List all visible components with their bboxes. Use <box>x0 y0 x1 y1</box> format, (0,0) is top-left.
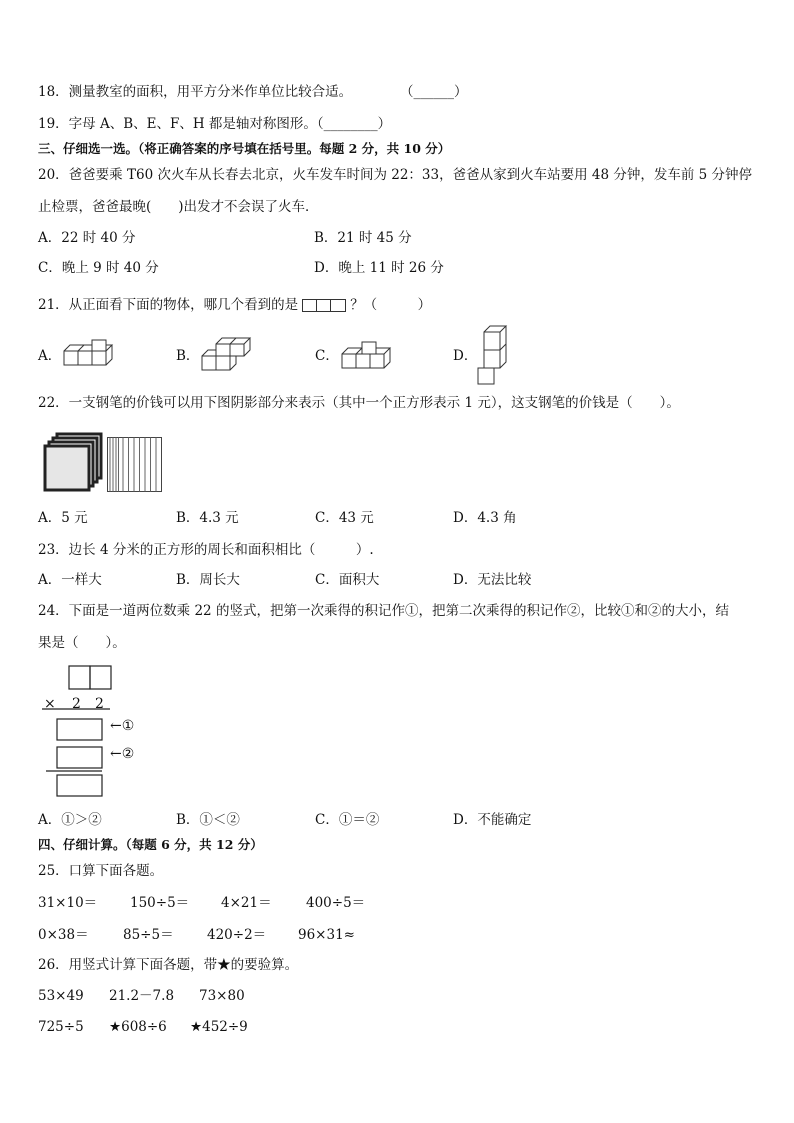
question-23: 23．边长 4 分米的正方形的周长和面积相比（ ）. <box>38 542 374 558</box>
q25-item: 4×21＝ <box>221 895 272 911</box>
q21-text-after: ？（ ） <box>350 297 432 313</box>
tenths-strip-icon <box>107 437 163 493</box>
q24-option-c: C．①＝② <box>315 812 380 828</box>
q18-answer-paren: （______） <box>400 84 468 100</box>
three-square-front-view-icon <box>302 299 346 312</box>
vertical-multiplication-figure <box>40 664 110 800</box>
cube-figure-b-icon <box>200 338 260 374</box>
q21-option-d: D． <box>453 348 478 364</box>
q26-item: ★608÷6 <box>109 1019 167 1035</box>
cube-figure-a-icon <box>62 338 122 374</box>
q20-line1: 20．爸爸要乘 T60 次火车从长春去北京，火车发车时间为 22：33，爸爸从家到火车站要用 48 分钟，发车前 5 分钟停 <box>38 167 753 183</box>
question-26: 26．用竖式计算下面各题，带★的要验算。 <box>38 957 299 973</box>
q26-item: ★452÷9 <box>190 1019 248 1035</box>
q22-option-c: C．43 元 <box>315 510 374 526</box>
q18-text: 18．测量教室的面积，用平方分米作单位比较合适。 <box>38 84 353 100</box>
q20-line2: 止检票，爸爸最晚( )出发才不会误了火车． <box>38 199 319 215</box>
q25-item: 85÷5＝ <box>123 927 174 943</box>
q25-item: 96×31≈ <box>298 927 355 943</box>
product-2-label: ←② <box>110 746 135 762</box>
q26-item: 53×49 <box>38 988 84 1004</box>
q26-item: 21.2－7.8 <box>109 988 175 1004</box>
question-18 <box>38 83 352 101</box>
cube-figure-c-icon <box>340 338 400 374</box>
q20-option-d: D．晚上 11 时 26 分 <box>314 260 444 276</box>
q22-option-b: B．4.3 元 <box>176 510 239 526</box>
question-25: 25．口算下面各题。 <box>38 863 164 879</box>
q24-line1: 24．下面是一道两位数乘 22 的竖式，把第一次乘得的积记作①，把第二次乘得的积记作②，比较①和②的大小，结 <box>38 603 729 619</box>
q23-option-d: D．无法比较 <box>453 572 532 588</box>
q20-option-c: C．晚上 9 时 40 分 <box>38 260 159 276</box>
q24-option-d: D．不能确定 <box>453 812 532 828</box>
q25-item: 31×10＝ <box>38 895 98 911</box>
q22-option-a: A．5 元 <box>38 510 88 526</box>
q21-option-c: C． <box>315 348 339 364</box>
q24-option-b: B．①＜② <box>176 812 240 828</box>
question-21 <box>38 296 431 314</box>
q20-option-b: B．21 时 45 分 <box>314 230 412 246</box>
q24-line2: 果是（ ）。 <box>38 635 126 651</box>
q23-option-c: C．面积大 <box>315 572 380 588</box>
q22-option-d: D．4.3 角 <box>453 510 517 526</box>
q25-item: 420÷2＝ <box>207 927 267 943</box>
times-sign: × <box>44 696 56 712</box>
question-22: 22．一支钢笔的价钱可以用下图阴影部分来表示（其中一个正方形表示 1 元），这支钢笔的价钱是（ ）。 <box>38 395 680 411</box>
q25-item: 0×38＝ <box>38 927 89 943</box>
multiplier-digit-2: 2 <box>95 696 104 712</box>
q21-option-a: A． <box>38 348 62 364</box>
q25-item: 150÷5＝ <box>130 895 190 911</box>
multiplier-digit-1: 2 <box>72 696 81 712</box>
q26-item: 73×80 <box>199 988 245 1004</box>
q21-option-b: B． <box>176 348 200 364</box>
q23-option-b: B．周长大 <box>176 572 240 588</box>
q26-item: 725÷5 <box>38 1019 84 1035</box>
q20-option-a: A．22 时 40 分 <box>38 230 136 246</box>
product-1-label: ←① <box>110 718 135 734</box>
q23-option-a: A．一样大 <box>38 572 102 588</box>
cube-figure-d-icon <box>476 326 508 386</box>
q25-item: 400÷5＝ <box>306 895 366 911</box>
q24-option-a: A．①＞② <box>38 812 102 828</box>
section-3-heading: 三、仔细选一选。（将正确答案的序号填在括号里。每题 2 分，共 10 分） <box>38 141 451 156</box>
q21-text-before: 21．从正面看下面的物体，哪几个看到的是 <box>38 297 299 313</box>
question-19: 19．字母 A、B、E、F、H 都是轴对称图形。（________） <box>38 116 392 132</box>
shaded-squares-icon <box>43 432 105 494</box>
section-4-heading: 四、仔细计算。（每题 6 分，共 12 分） <box>38 837 263 852</box>
